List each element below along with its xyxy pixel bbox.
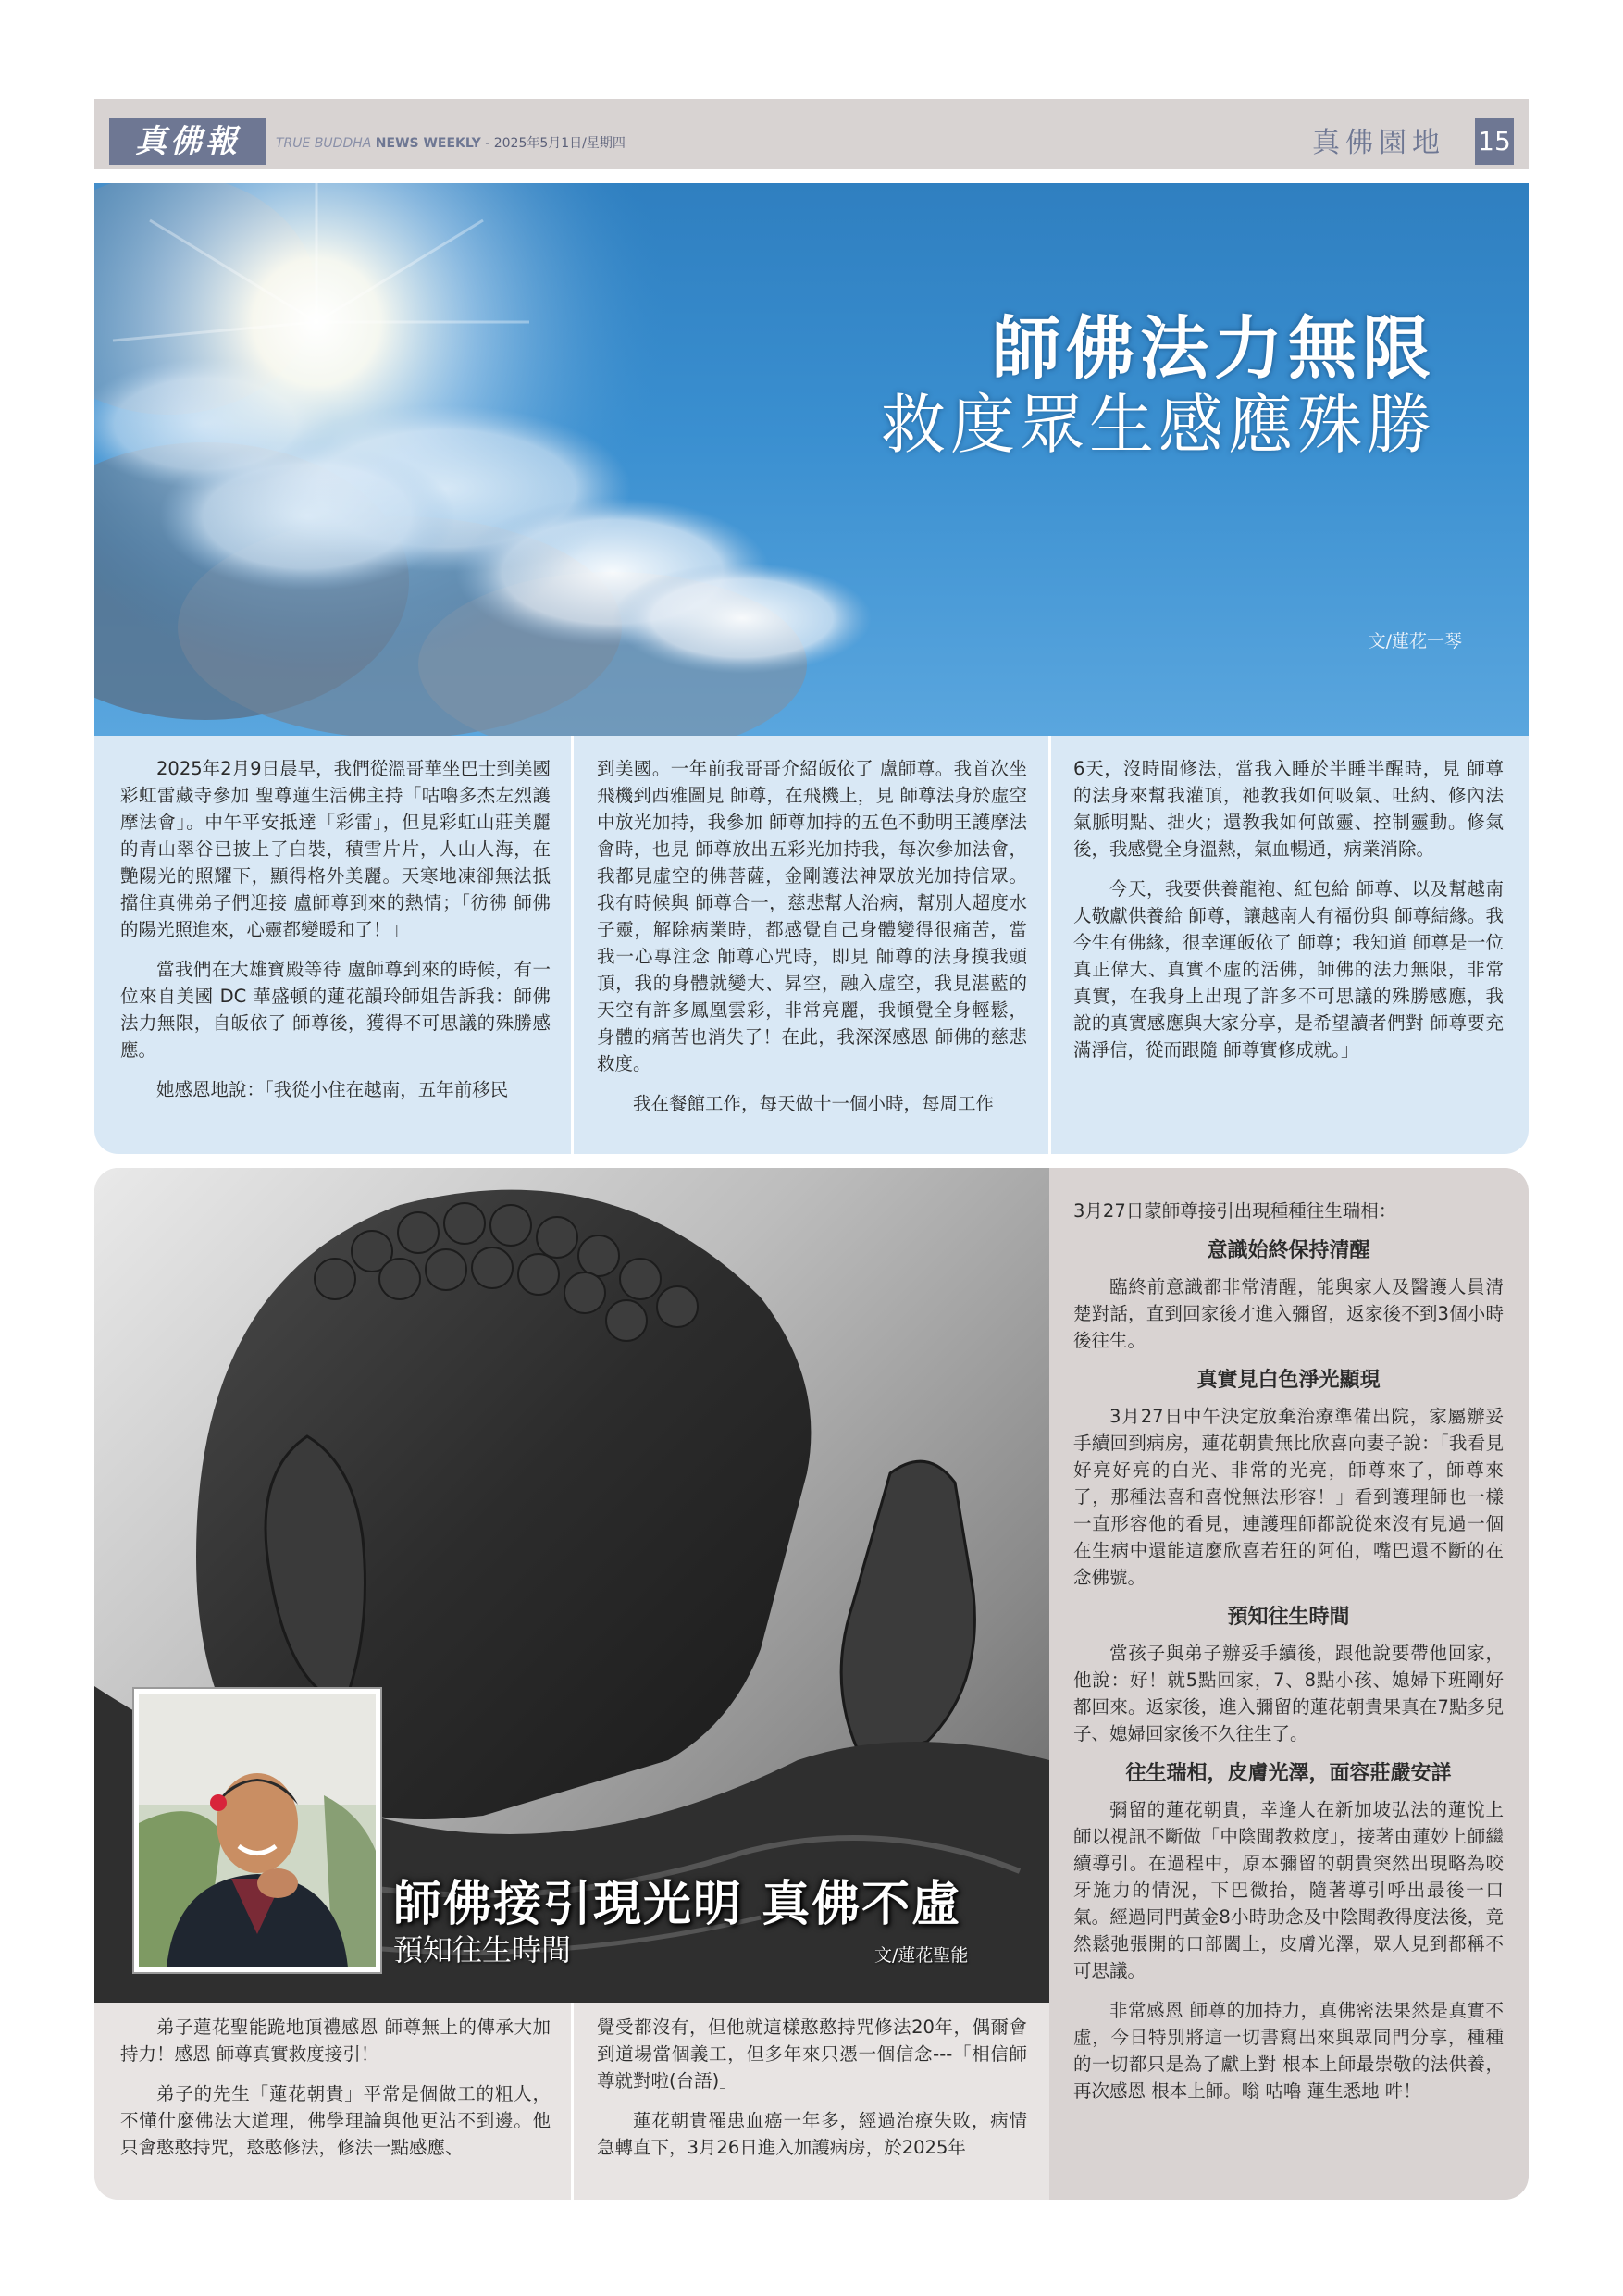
article1-title-main: 師佛法力無限 — [992, 309, 1436, 389]
column-divider — [1048, 736, 1051, 1154]
section-title: 真佛園地 — [1312, 127, 1445, 159]
paragraph: 非常感恩 師尊的加持力，真佛密法果然是真實不虛，今日特別將這一切書寫出來與眾同門分享，種種的一切都只是為了獻上對 根本上師最崇敬的法供養，再次感恩 根本上師。嗡 咕嚕 蓮生悉地 吽！ — [1073, 2000, 1504, 2102]
article1-column-1 — [120, 755, 551, 1116]
author-portrait-photo — [134, 1689, 380, 1972]
sidebar-intro: 3月27日蒙師尊接引出現種種往生瑞相： — [1073, 1200, 1397, 1222]
section-heading: 預知往生時間 — [1227, 1606, 1350, 1629]
man-portrait-photo — [139, 1694, 376, 1967]
article2-column-1 — [120, 2014, 551, 2174]
article2-subtitle: 預知往生時間 — [393, 1932, 572, 1967]
paragraph: 今天，我要供養龍袍、紅包給 師尊、以及幫越南人敬獻供養給 師尊，讓越南人有福份與 師尊結緣。我今生有佛緣，很幸運皈依了 師尊；我知道 師尊是一位真正偉大、真實不虛的活佛，師佛的法力無限，非常真實，在我身上出現了許多不可思議的殊勝感應，我說的真實感應與大家分享，是希望讀者們對 師尊要充滿淨信，從而跟隨 師尊實修成就。」 — [1073, 878, 1504, 1061]
paragraph: 覺受都沒有，但他就這樣憨憨持咒修法20年，偶爾會到道場當個義工，但多年來只憑一個信念---「相信師尊就對啦(台語)」 — [597, 2017, 1027, 2091]
hero-image — [94, 183, 1529, 736]
column-divider — [571, 2003, 574, 2200]
article2-column-2 — [597, 2014, 1027, 2174]
masthead-line — [276, 130, 626, 157]
paragraph: 彌留的蓮花朝貴，幸逢人在新加坡弘法的蓮悅上師以視訊不斷做「中陰聞教救度」，接著由蓮妙上師繼續導引。在過程中，原本彌留的朝貴突然出現略為咬牙施力的情況，下巴微抬，隨著導引呼出最後一口氣。經過同門黃金8小時助念及中陰聞教得度法後，竟然鬆弛張開的口部闔上，皮膚光澤，眾人見到都稱不可思議。 — [1073, 1799, 1504, 1981]
paragraph: 3月27日中午決定放棄治療準備出院，家屬辦妥手續回到病房，蓮花朝貴無比欣喜向妻子說：「我看見好亮好亮的白光、非常的光亮，師尊來了，師尊來了，那種法喜和喜悅無法形容！」看到護理師也一樣一直形容他的看見，連護理師都說從來沒有見過一個在生病中還能這麼欣喜若狂的阿伯，嘴巴還不斷的在念佛號。 — [1073, 1406, 1504, 1588]
paragraph: 蓮花朝貴罹患血癌一年多，經過治療失敗，病情急轉直下，3月26日進入加護病房，於2025年 — [597, 2110, 1027, 2158]
masthead-news-weekly: NEWS WEEKLY — [375, 136, 481, 151]
paragraph: 到美國。一年前我哥哥介紹皈依了 盧師尊。我首次坐飛機到西雅圖見 師尊，在飛機上，見 師尊法身於虛空中放光加持，我參加 師尊加持的五色不動明王護摩法會時，也見 師尊放出五彩光加持我，每次參加法會，我都見虛空的佛菩薩，金剛護法神眾放光加持信眾。我有時候與 師尊合一，慈悲幫人治病，幫別人超度水子靈，解除病業時，都感覺自己身體變得很痛苦，當我一心專注念 師尊心咒時，即見 師尊的法身摸我頭頂，我的身體就變大、昇空，融入虛空，我見湛藍的天空有許多鳳凰雲彩，非常亮麗，我頓覺全身輕鬆，身體的痛苦也消失了！在此，我深深感恩 師佛的慈悲救度。 — [597, 758, 1027, 1074]
section-heading: 真實見白色淨光顯現 — [1196, 1369, 1381, 1392]
paragraph: 臨終前意識都非常清醒，能與家人及醫護人員清楚對話，直到回家後才進入彌留，返家後不到3個小時後往生。 — [1073, 1276, 1504, 1351]
article2-title-main: 師佛接引現光明 真佛不虛 — [393, 1877, 962, 1932]
page-number: 15 — [1475, 118, 1514, 165]
section-heading: 意識始終保持清醒 — [1207, 1239, 1370, 1262]
paragraph: 弟子蓮花聖能跪地頂禮感恩 師尊無上的傳承大加持力！感恩 師尊真實救度接引！ — [120, 2017, 551, 2065]
article2-sidebar-column — [1073, 1198, 1504, 2117]
paragraph: 弟子的先生「蓮花朝貴」平常是個做工的粗人，不懂什麼佛法大道理，佛學理論與他更沾不到邊。他只會憨憨持咒，憨憨修法，修法一點感應、 — [120, 2083, 551, 2158]
article1-column-2 — [597, 755, 1027, 1130]
article2-byline: 文/蓮花聖能 — [874, 1945, 969, 1966]
paragraph: 我在餐館工作，每天做十一個小時，每周工作 — [633, 1093, 995, 1114]
masthead-date: - 2025年5月1日/星期四 — [485, 136, 626, 151]
paragraph: 當孩子與弟子辦妥手續後，跟他說要帶他回家，他說：好！就5點回家，7、8點小孩、媳婦下班剛好都回來。返家後，進入彌留的蓮花朝貴果真在7點多兒子、媳婦回家後不久往生了。 — [1073, 1643, 1504, 1744]
column-divider — [571, 736, 574, 1154]
masthead-brand: TRUE BUDDHA — [276, 136, 372, 151]
section-heading: 往生瑞相，皮膚光澤，面容莊嚴安詳 — [1125, 1762, 1452, 1785]
paragraph: 當我們在大雄寶殿等待 盧師尊到來的時候，有一位來自美國 DC 華盛頓的蓮花韻玲師姐告訴我：師佛法力無限，自皈依了 師尊後，獲得不可思議的殊勝感應。 — [120, 959, 551, 1061]
article1-column-3 — [1073, 755, 1504, 1076]
article1-byline: 文/蓮花一琴 — [1368, 631, 1462, 652]
paragraph: 6天，沒時間修法，當我入睡於半睡半醒時，見 師尊的法身來幫我灌頂，祂教我如何吸氣、吐納、修內法氣脈明點、拙火；還教我如何啟靈、控制靈動。修氣後，我感覺全身溫熱，氣血暢通，病業消除。 — [1073, 758, 1504, 860]
paragraph: 2025年2月9日晨早，我們從溫哥華坐巴士到美國彩虹雷藏寺參加 聖尊蓮生活佛主持「咕嚕多杰左烈護摩法會」。中午平安抵達「彩雷」，但見彩虹山莊美麗的青山翠谷已披上了白裝，積雪片片，人山人海，在艷陽光的照耀下，顯得格外美麗。天寒地凍卻無法抵擋住真佛弟子們迎接 盧師尊到來的熱情；「彷彿 師佛的陽光照進來，心靈都變暖和了！」 — [120, 758, 551, 940]
newspaper-logo: 真佛報 — [109, 118, 266, 165]
article1-title-sub: 救度眾生感應殊勝 — [881, 387, 1436, 463]
paragraph: 她感恩地說：「我從小住在越南，五年前移民 — [156, 1079, 509, 1100]
